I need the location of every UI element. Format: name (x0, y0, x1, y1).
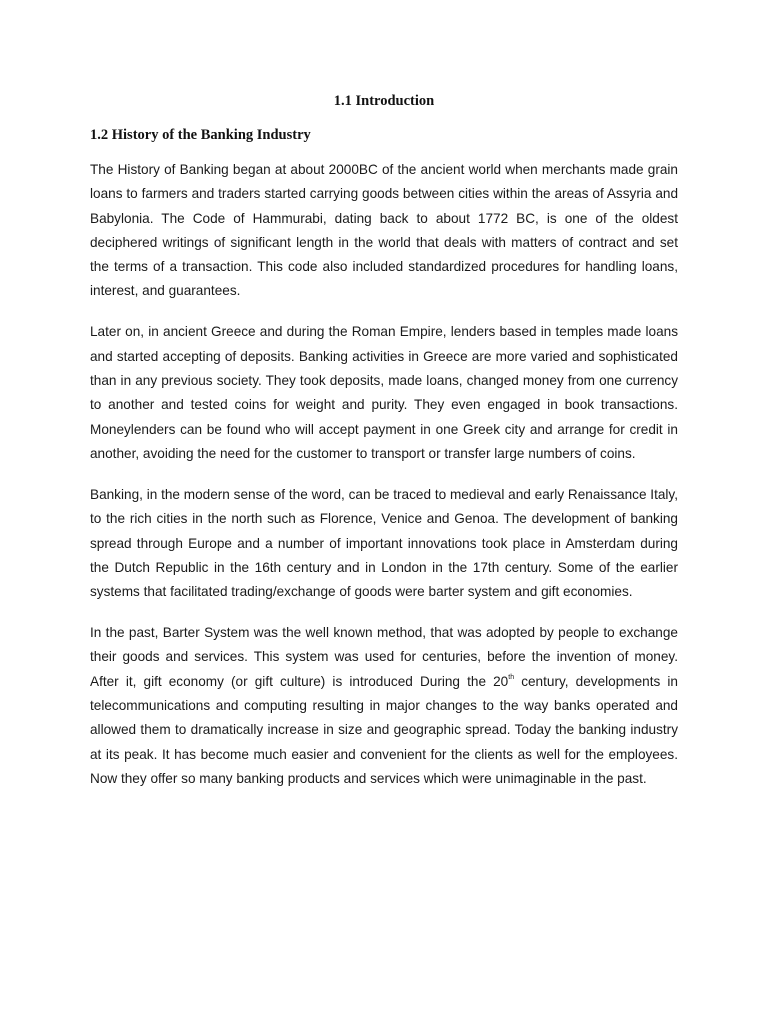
paragraph-modern-text-start: In the past, Barter System was the well known method, that was adopted by people to exchange their goods and services. This system was used for centuries, before the invention of money. After it, gift economy (or gift culture) is introduced During the 20 (90, 625, 678, 689)
section-heading-history: 1.2 History of the Banking Industry (90, 127, 311, 143)
paragraph-renaissance: Banking, in the modern sense of the word, can be traced to medieval and early Renaissance Italy, to the rich cities in the north such as Florence, Venice and Genoa. The development of banking spread through Europe and a number of important innovations took place in Amsterdam during the Dutch Republic in the 16th century and in London in the 17th century. Some of the earlier systems that facilitated trading/exchange of goods were barter system and gift economies. (90, 486, 678, 600)
section-heading-introduction: 1.1 Introduction (333, 93, 435, 109)
paragraph-origins: The History of Banking began at about 2000BC of the ancient world when merchants made grain loans to farmers and traders started carrying goods between cities within the areas of Assyria and Babylonia. The Code of Hammurabi, dating back to about 1772 BC, is one of the oldest deciphered writings of significant length in the world that deals with matters of contract and set the terms of a transaction. This code also included standardized procedures for handling loans, interest, and guarantees. (90, 162, 678, 299)
paragraph-greece-rome: Later on, in ancient Greece and during the Roman Empire, lenders based in temples made loans and started accepting of deposits. Banking activities in Greece are more varied and sophisticated than in any previous society. They took deposits, made loans, changed money from one currency to another and tested coins for weight and purity. They even engaged in book transactions. Moneylenders can be found who will accept payment in one Greek city and arrange for credit in another, avoiding the need for the customer to transport or transfer large numbers of coins. (90, 324, 678, 461)
ordinal-superscript: th (508, 674, 515, 682)
paragraph-modern-text-end: century, developments in telecommunications and computing resulting in major changes to the way banks operated and allowed them to dramatically increase in size and geographic spread. Today the banking industry at its peak. It has become much easier and convenient for the clients as well for the employees. Now they offer so many banking products and services which were unimaginable in the past. (90, 673, 678, 786)
paragraph-modern (90, 621, 678, 791)
document-body (90, 158, 678, 808)
